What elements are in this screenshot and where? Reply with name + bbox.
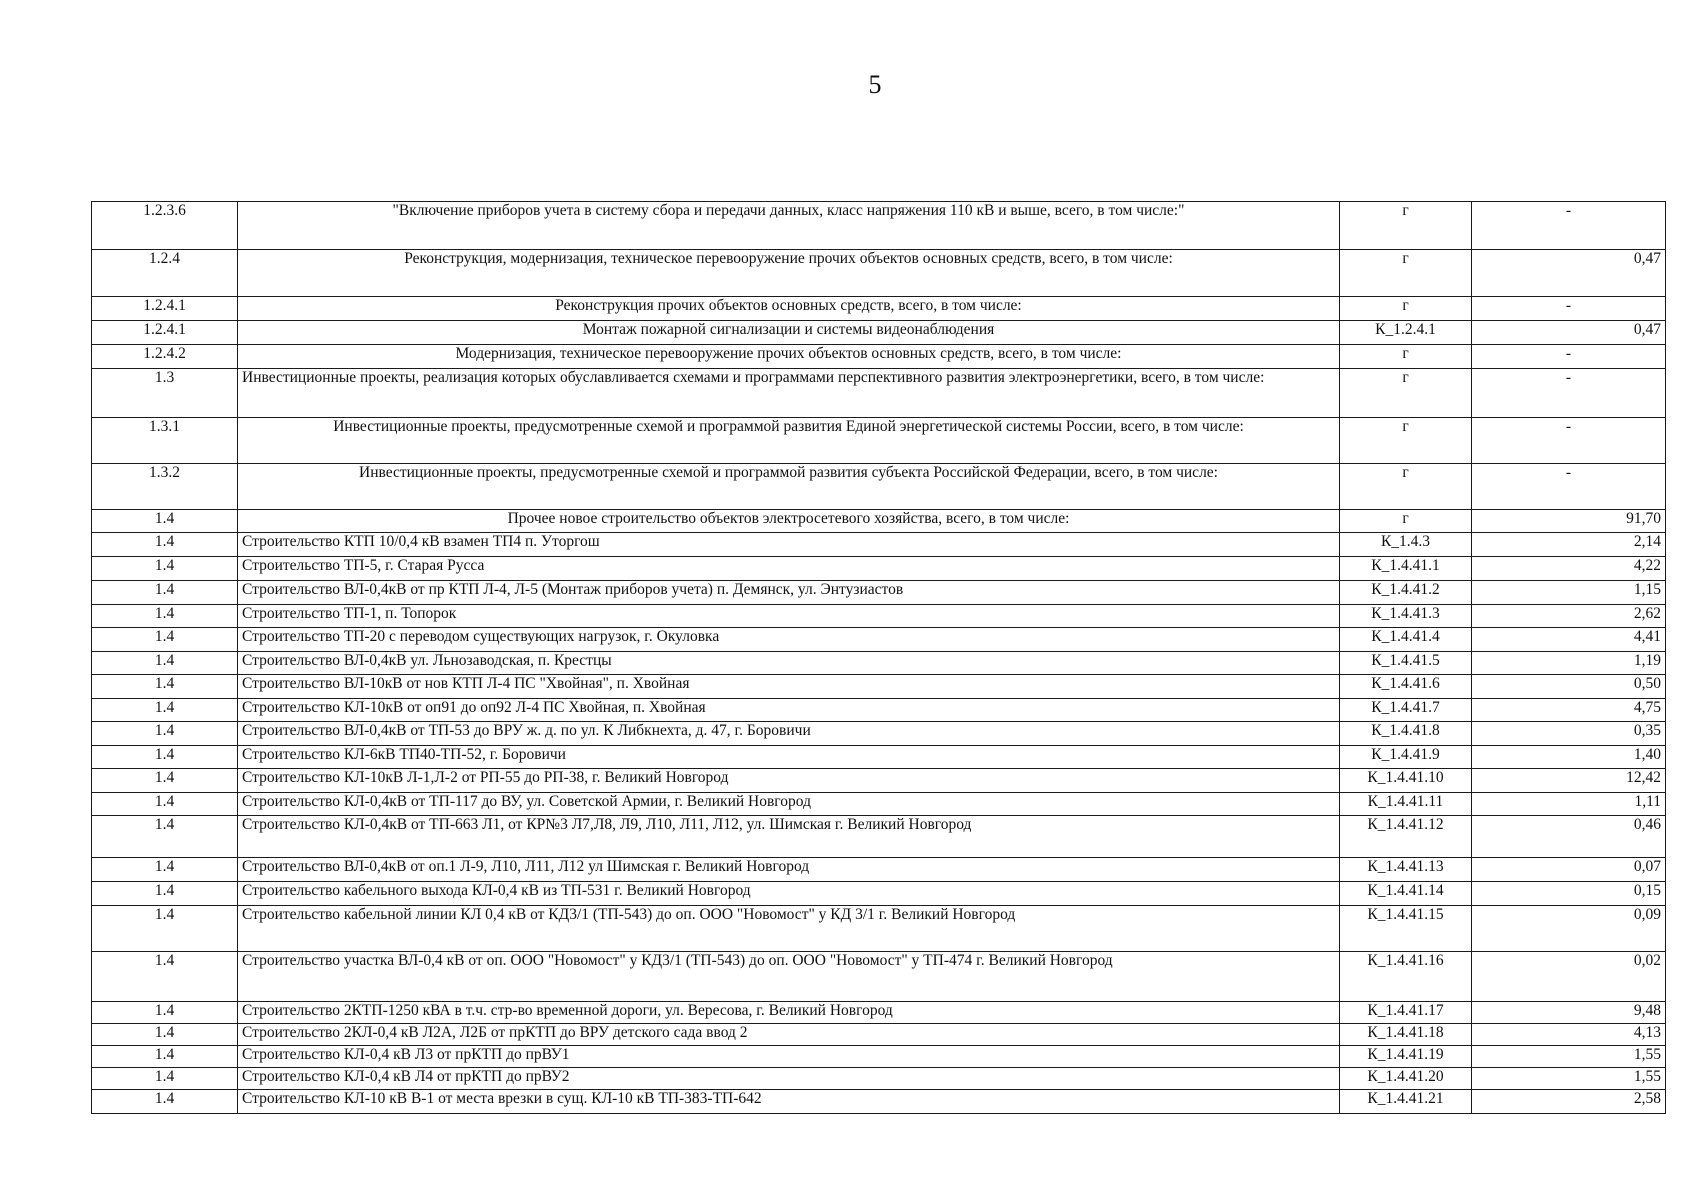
row-code-cell: 1.4: [92, 699, 238, 722]
row-unit-cell: К_1.4.41.3: [1340, 605, 1472, 628]
row-code-cell: 1.4: [92, 1090, 238, 1114]
table-row: [92, 1046, 1666, 1068]
row-value-cell: 2,62: [1472, 605, 1666, 628]
table-row: [92, 250, 1666, 297]
row-code-cell: 1.2.4.1: [92, 321, 238, 345]
table-row: [92, 581, 1666, 605]
row-name-cell: Строительство КЛ-10кВ Л-1,Л-2 от РП-55 до РП-38, г. Великий Новгород: [238, 769, 1340, 793]
page-number: 5: [868, 70, 882, 99]
row-value-cell: 91,70: [1472, 510, 1666, 533]
table-row: [92, 952, 1666, 1002]
row-unit-cell: г: [1340, 345, 1472, 369]
row-value-cell: 4,22: [1472, 557, 1666, 581]
row-name-cell: Строительство кабельного выхода КЛ-0,4 кВ из ТП-531 г. Великий Новгород: [238, 882, 1340, 906]
table-row: [92, 1002, 1666, 1024]
row-unit-cell: г: [1340, 418, 1472, 464]
row-code-cell: 1.4: [92, 816, 238, 858]
row-name-cell: Инвестиционные проекты, предусмотренные схемой и программой развития Единой энергетической системы России, всего, в том числе:: [238, 418, 1340, 464]
row-code-cell: 1.4: [92, 557, 238, 581]
row-value-cell: -: [1472, 345, 1666, 369]
table-row: [92, 882, 1666, 906]
row-name-cell: Строительство ВЛ-10кВ от нов КТП Л-4 ПС "Хвойная", п. Хвойная: [238, 675, 1340, 699]
row-code-cell: 1.4: [92, 952, 238, 1002]
row-code-cell: 1.4: [92, 1002, 238, 1024]
row-code-cell: 1.4: [92, 1068, 238, 1090]
row-name-cell: Инвестиционные проекты, реализация которых обуславливается схемами и программами перспективного развития электроэнергетики, всего, в том числе:: [238, 369, 1340, 418]
row-unit-cell: К_1.4.41.6: [1340, 675, 1472, 699]
row-value-cell: -: [1472, 202, 1666, 250]
row-code-cell: 1.4: [92, 906, 238, 952]
row-value-cell: 1,55: [1472, 1068, 1666, 1090]
row-unit-cell: К_1.4.41.1: [1340, 557, 1472, 581]
table-row: [92, 510, 1666, 533]
row-name-cell: Строительство КЛ-0,4 кВ Л3 от прКТП до прВУ1: [238, 1046, 1340, 1068]
row-value-cell: 0,07: [1472, 858, 1666, 882]
row-value-cell: 1,15: [1472, 581, 1666, 605]
row-name-cell: Строительство участка ВЛ-0,4 кВ от оп. ООО "Новомост" у КД3/1 (ТП-543) до оп. ООО "Новомост" у ТП-474 г. Великий Новгород: [238, 952, 1340, 1002]
row-value-cell: 1,55: [1472, 1046, 1666, 1068]
row-value-cell: 2,58: [1472, 1090, 1666, 1114]
row-name-cell: Строительство КТП 10/0,4 кВ взамен ТП4 п. Уторгош: [238, 533, 1340, 557]
row-value-cell: 0,35: [1472, 722, 1666, 746]
row-name-cell: Реконструкция, модернизация, техническое перевооружение прочих объектов основных средств, всего, в том числе:: [238, 250, 1340, 297]
table-row: [92, 675, 1666, 699]
row-name-cell: Строительство ВЛ-0,4кВ от ТП-53 до ВРУ ж. д. по ул. К Либкнехта, д. 47, г. Боровичи: [238, 722, 1340, 746]
row-code-cell: 1.4: [92, 628, 238, 652]
row-name-cell: Строительство 2КЛ-0,4 кВ Л2А, Л2Б от прКТП до ВРУ детского сада ввод 2: [238, 1024, 1340, 1046]
row-name-cell: Строительство ТП-20 с переводом существующих нагрузок, г. Окуловка: [238, 628, 1340, 652]
row-code-cell: 1.2.3.6: [92, 202, 238, 250]
row-value-cell: 1,11: [1472, 793, 1666, 816]
row-unit-cell: К_1.4.41.20: [1340, 1068, 1472, 1090]
row-unit-cell: К_1.4.41.5: [1340, 652, 1472, 675]
row-name-cell: Реконструкция прочих объектов основных средств, всего, в том числе:: [238, 297, 1340, 321]
table-row: [92, 321, 1666, 345]
table-row: [92, 202, 1666, 250]
table-row: [92, 906, 1666, 952]
row-name-cell: Строительство ВЛ-0,4кВ от пр КТП Л-4, Л-5 (Монтаж приборов учета) п. Демянск, ул. Энтузиастов: [238, 581, 1340, 605]
table-row: [92, 1090, 1666, 1114]
row-unit-cell: К_1.4.41.17: [1340, 1002, 1472, 1024]
table-row: [92, 816, 1666, 858]
row-code-cell: 1.4: [92, 581, 238, 605]
row-name-cell: Модернизация, техническое перевооружение прочих объектов основных средств, всего, в том числе:: [238, 345, 1340, 369]
row-unit-cell: К_1.4.41.12: [1340, 816, 1472, 858]
row-value-cell: 0,02: [1472, 952, 1666, 1002]
table-body: [92, 202, 1666, 1114]
row-code-cell: 1.4: [92, 882, 238, 906]
row-value-cell: 4,13: [1472, 1024, 1666, 1046]
row-name-cell: Строительство КЛ-10кВ от оп91 до оп92 Л-4 ПС Хвойная, п. Хвойная: [238, 699, 1340, 722]
row-unit-cell: К_1.4.41.16: [1340, 952, 1472, 1002]
row-unit-cell: К_1.4.41.10: [1340, 769, 1472, 793]
row-unit-cell: К_1.4.3: [1340, 533, 1472, 557]
row-code-cell: 1.4: [92, 722, 238, 746]
row-name-cell: Строительство КЛ-6кВ ТП40-ТП-52, г. Боровичи: [238, 746, 1340, 769]
row-name-cell: Строительство ВЛ-0,4кВ ул. Льнозаводская, п. Крестцы: [238, 652, 1340, 675]
row-unit-cell: К_1.4.41.7: [1340, 699, 1472, 722]
row-unit-cell: г: [1340, 202, 1472, 250]
row-code-cell: 1.2.4.2: [92, 345, 238, 369]
row-unit-cell: К_1.4.41.9: [1340, 746, 1472, 769]
row-code-cell: 1.4: [92, 858, 238, 882]
row-unit-cell: К_1.4.41.21: [1340, 1090, 1472, 1114]
row-code-cell: 1.4: [92, 769, 238, 793]
row-value-cell: 0,46: [1472, 816, 1666, 858]
row-code-cell: 1.4: [92, 746, 238, 769]
row-code-cell: 1.4: [92, 652, 238, 675]
row-code-cell: 1.4: [92, 533, 238, 557]
row-code-cell: 1.4: [92, 675, 238, 699]
row-name-cell: Строительство КЛ-0,4 кВ Л4 от прКТП до прВУ2: [238, 1068, 1340, 1090]
row-value-cell: 0,15: [1472, 882, 1666, 906]
row-code-cell: 1.4: [92, 1024, 238, 1046]
row-name-cell: Строительство КЛ-0,4кВ от ТП-663 Л1, от КР№3 Л7,Л8, Л9, Л10, Л11, Л12, ул. Шимская г. Великий Новгород: [238, 816, 1340, 858]
row-value-cell: 12,42: [1472, 769, 1666, 793]
table-row: [92, 533, 1666, 557]
row-code-cell: 1.4: [92, 793, 238, 816]
row-value-cell: 0,47: [1472, 321, 1666, 345]
table-row: [92, 699, 1666, 722]
row-name-cell: "Включение приборов учета в систему сбора и передачи данных, класс напряжения 110 кВ и выше, всего, в том числе:": [238, 202, 1340, 250]
row-code-cell: 1.4: [92, 510, 238, 533]
table-row: [92, 652, 1666, 675]
table-row: [92, 418, 1666, 464]
table-row: [92, 858, 1666, 882]
table-row: [92, 1068, 1666, 1090]
row-unit-cell: К_1.4.41.15: [1340, 906, 1472, 952]
row-value-cell: 1,19: [1472, 652, 1666, 675]
row-code-cell: 1.2.4: [92, 250, 238, 297]
row-unit-cell: К_1.4.41.11: [1340, 793, 1472, 816]
row-unit-cell: К_1.4.41.2: [1340, 581, 1472, 605]
row-value-cell: 1,40: [1472, 746, 1666, 769]
row-unit-cell: г: [1340, 510, 1472, 533]
row-code-cell: 1.3.2: [92, 464, 238, 510]
table-row: [92, 605, 1666, 628]
row-name-cell: Строительство ТП-1, п. Топорок: [238, 605, 1340, 628]
row-name-cell: Строительство ВЛ-0,4кВ от оп.1 Л-9, Л10, Л11, Л12 ул Шимская г. Великий Новгород: [238, 858, 1340, 882]
row-name-cell: Строительство КЛ-0,4кВ от ТП-117 до ВУ, ул. Советской Армии, г. Великий Новгород: [238, 793, 1340, 816]
row-value-cell: -: [1472, 297, 1666, 321]
row-value-cell: -: [1472, 418, 1666, 464]
row-unit-cell: К_1.4.41.19: [1340, 1046, 1472, 1068]
table-row: [92, 345, 1666, 369]
row-unit-cell: г: [1340, 250, 1472, 297]
row-unit-cell: г: [1340, 297, 1472, 321]
row-unit-cell: К_1.4.41.14: [1340, 882, 1472, 906]
row-value-cell: -: [1472, 369, 1666, 418]
row-unit-cell: г: [1340, 369, 1472, 418]
investment-table: [91, 201, 1666, 1114]
table-row: [92, 793, 1666, 816]
row-name-cell: Инвестиционные проекты, предусмотренные схемой и программой развития субъекта Российской Федерации, всего, в том числе:: [238, 464, 1340, 510]
row-name-cell: Монтаж пожарной сигнализации и системы видеонаблюдения: [238, 321, 1340, 345]
table-row: [92, 297, 1666, 321]
row-unit-cell: г: [1340, 464, 1472, 510]
row-name-cell: Прочее новое строительство объектов электросетевого хозяйства, всего, в том числе:: [238, 510, 1340, 533]
row-code-cell: 1.3.1: [92, 418, 238, 464]
row-code-cell: 1.4: [92, 605, 238, 628]
table-row: [92, 722, 1666, 746]
row-unit-cell: К_1.4.41.13: [1340, 858, 1472, 882]
table-row: [92, 464, 1666, 510]
row-value-cell: 9,48: [1472, 1002, 1666, 1024]
table-row: [92, 769, 1666, 793]
table-row: [92, 557, 1666, 581]
table-row: [92, 746, 1666, 769]
row-value-cell: 0,47: [1472, 250, 1666, 297]
row-unit-cell: К_1.4.41.18: [1340, 1024, 1472, 1046]
row-unit-cell: К_1.4.41.8: [1340, 722, 1472, 746]
row-name-cell: Строительство 2КТП-1250 кВА в т.ч. стр-во временной дороги, ул. Вересова, г. Великий Новгород: [238, 1002, 1340, 1024]
row-value-cell: 4,75: [1472, 699, 1666, 722]
row-name-cell: Строительство КЛ-10 кВ В-1 от места врезки в сущ. КЛ-10 кВ ТП-383-ТП-642: [238, 1090, 1340, 1114]
table-row: [92, 369, 1666, 418]
row-code-cell: 1.3: [92, 369, 238, 418]
row-unit-cell: К_1.2.4.1: [1340, 321, 1472, 345]
table-row: [92, 628, 1666, 652]
row-value-cell: 2,14: [1472, 533, 1666, 557]
row-value-cell: -: [1472, 464, 1666, 510]
row-code-cell: 1.4: [92, 1046, 238, 1068]
row-value-cell: 0,50: [1472, 675, 1666, 699]
row-name-cell: Строительство кабельной линии КЛ 0,4 кВ от КД3/1 (ТП-543) до оп. ООО "Новомост" у КД 3/1 г. Великий Новгород: [238, 906, 1340, 952]
row-code-cell: 1.2.4.1: [92, 297, 238, 321]
row-unit-cell: К_1.4.41.4: [1340, 628, 1472, 652]
row-value-cell: 4,41: [1472, 628, 1666, 652]
row-value-cell: 0,09: [1472, 906, 1666, 952]
table-row: [92, 1024, 1666, 1046]
row-name-cell: Строительство ТП-5, г. Старая Русса: [238, 557, 1340, 581]
